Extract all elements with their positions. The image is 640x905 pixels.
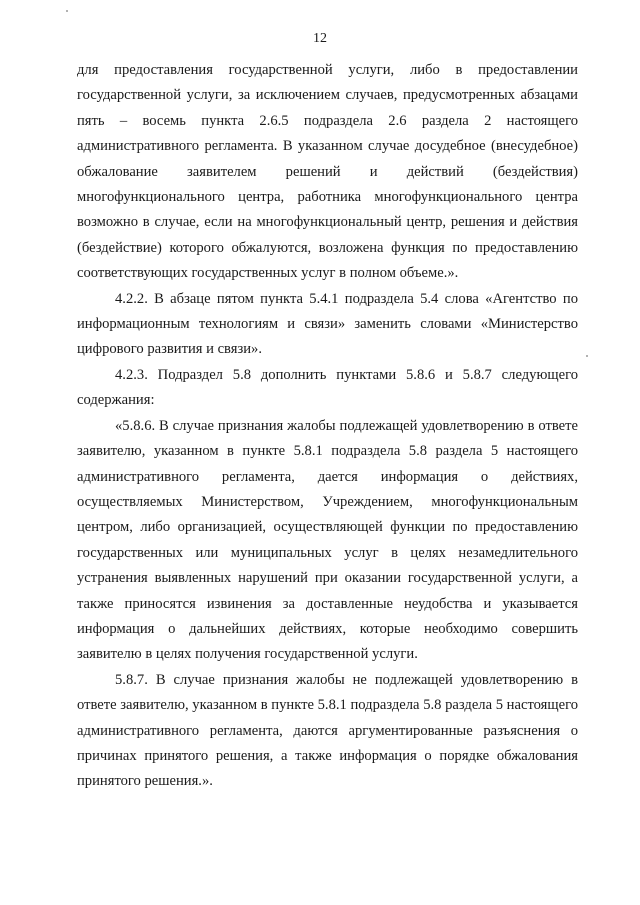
scan-speck (586, 355, 588, 357)
paragraph-4-2-3: 4.2.3. Подраздел 5.8 дополнить пунктами 5.8.6 и 5.8.7 следующего содержания: (77, 366, 578, 409)
paragraph-5-8-6: «5.8.6. В случае признания жалобы подлежащей удовлетворению в ответе заявителю, указанном в пункте 5.8.1 подраздела 5.8 раздела 5 настоящего административного регламента, дается информация о действиях, осуществляемых Министерством, Учреждением, многофункциональным центром, либо организацией, осуществляющей функции по предоставлению государственных или муниципальных услуг в целях незамедлительного устранения выявленных нарушений при оказании государственной услуги, а также приносятся извинения за доставленные неудобства и указывается информация о дальнейших действиях, которые необходимо совершить заявителю в целях получения государственной услуги. (77, 417, 578, 663)
document-body (77, 58, 578, 795)
paragraph-continuation: для предоставления государственной услуги, либо в предоставлении государственной услуги, за исключением случаев, предусмотренных абзацами пять – восемь пункта 2.6.5 подраздела 2.6 раздела 2 настоящего административного регламента. В указанном случае досудебное (внесудебное) обжалование заявителем решений и действий (бездействия) многофункционального центра, работника многофункционального центра возможно в случае, если на многофункциональный центр, решения и действия (бездействие) которого обжалуются, возложена функция по предоставлению соответствующих государственных услуг в полном объеме.». (77, 62, 578, 282)
scan-speck (66, 10, 68, 12)
paragraph-4-2-2: 4.2.2. В абзаце пятом пункта 5.4.1 подраздела 5.4 слова «Агентство по информационным технологиям и связи» заменить словами «Министерство цифрового развития и связи». (77, 290, 578, 358)
page-number: 12 (313, 31, 327, 46)
paragraph-5-8-7: 5.8.7. В случае признания жалобы не подлежащей удовлетворению в ответе заявителю, указанном в пункте 5.8.1 подраздела 5.8 раздела 5 настоящего административного регламента, даются аргументированные разъяснения о причинах принятого решения, а также информация о порядке обжалования принятого решения.». (77, 671, 578, 790)
